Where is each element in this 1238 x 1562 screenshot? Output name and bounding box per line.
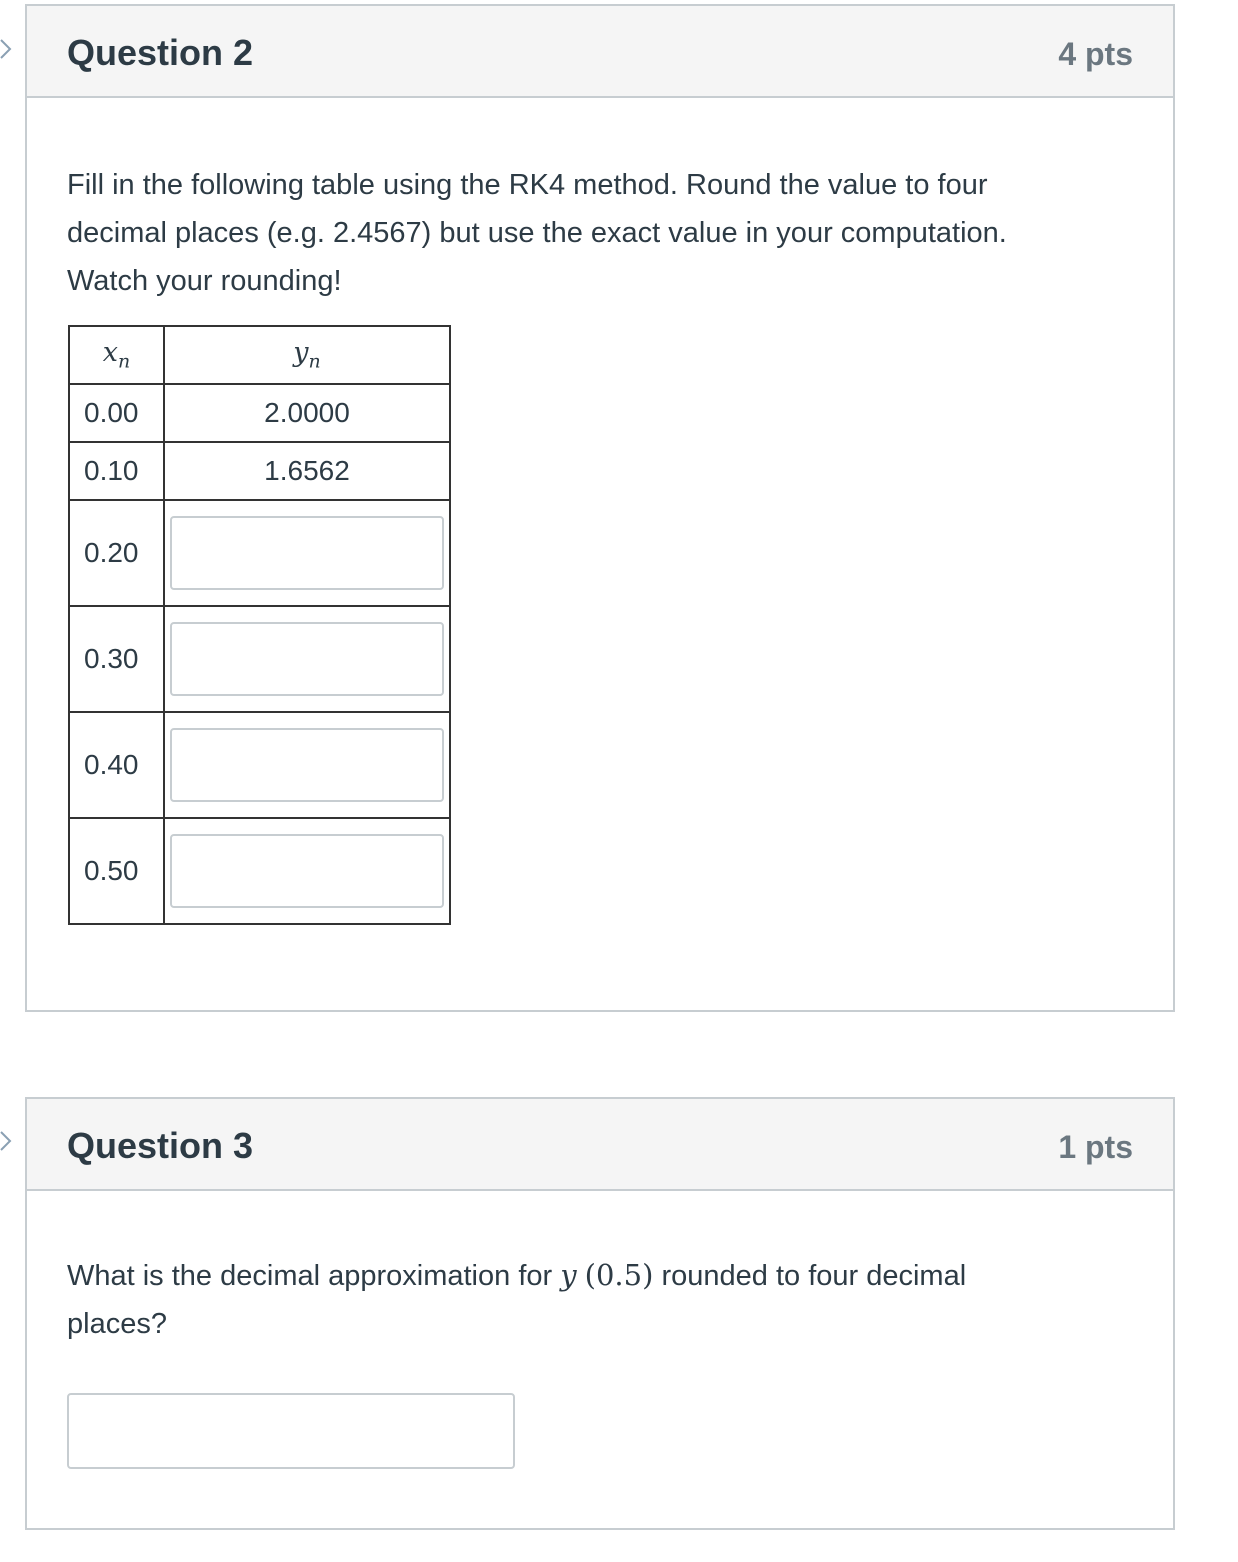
question-2-header bbox=[27, 6, 1173, 98]
table-row bbox=[69, 712, 450, 818]
table-row bbox=[69, 606, 450, 712]
table-row bbox=[69, 384, 450, 442]
y-value: 1.6562 bbox=[164, 442, 450, 500]
chevron-right-icon bbox=[0, 1130, 12, 1152]
question-3-card bbox=[25, 1097, 1175, 1530]
question-2-text-line-2: decimal places (e.g. 2.4567) but use the exact value in your computation. bbox=[67, 217, 1007, 249]
y-answer-input-0-50[interactable] bbox=[170, 834, 444, 908]
y-answer-input-0-40[interactable] bbox=[170, 728, 444, 802]
question-2-text-line-3: Watch your rounding! bbox=[67, 265, 342, 297]
table-row bbox=[69, 442, 450, 500]
header-yn: $y_n$ bbox=[164, 326, 450, 384]
question-3-title: Question 3 bbox=[67, 1125, 254, 1166]
question-3-text-after: rounded to four decimal bbox=[653, 1260, 967, 1292]
question-2-text-line-1: Fill in the following table using the RK4 method. Round the value to four bbox=[67, 169, 988, 201]
q3-answer-input[interactable] bbox=[67, 1393, 515, 1469]
question-2-text bbox=[67, 161, 1107, 305]
header-xn: $x_n$ bbox=[69, 326, 164, 384]
y-answer-input-0-30[interactable] bbox=[170, 622, 444, 696]
question-3-header bbox=[27, 1099, 1173, 1191]
y-answer-input-0-20[interactable] bbox=[170, 516, 444, 590]
x-value: 0.40 bbox=[69, 712, 164, 818]
table-row bbox=[69, 500, 450, 606]
x-value: 0.20 bbox=[69, 500, 164, 606]
x-value: 0.00 bbox=[69, 384, 164, 442]
question-3-text-before: What is the decimal approximation for bbox=[67, 1260, 561, 1292]
question-2-points: 4 pts bbox=[1058, 36, 1133, 72]
x-value: 0.50 bbox=[69, 818, 164, 924]
question-2-title: Question 2 bbox=[67, 32, 254, 73]
question-3-text bbox=[67, 1251, 1107, 1348]
rk4-table bbox=[68, 325, 451, 925]
x-value: 0.30 bbox=[69, 606, 164, 712]
question-2-card bbox=[25, 4, 1175, 1012]
math-arg: (0.5) bbox=[584, 1258, 654, 1292]
y-value: 2.0000 bbox=[164, 384, 450, 442]
question-3-text-line-2: places? bbox=[67, 1308, 167, 1340]
math-var-y: y bbox=[560, 1258, 577, 1292]
table-row bbox=[69, 818, 450, 924]
question-3-points: 1 pts bbox=[1058, 1129, 1133, 1165]
x-value: 0.10 bbox=[69, 442, 164, 500]
chevron-right-icon bbox=[0, 38, 12, 60]
table-header-row bbox=[69, 326, 450, 384]
